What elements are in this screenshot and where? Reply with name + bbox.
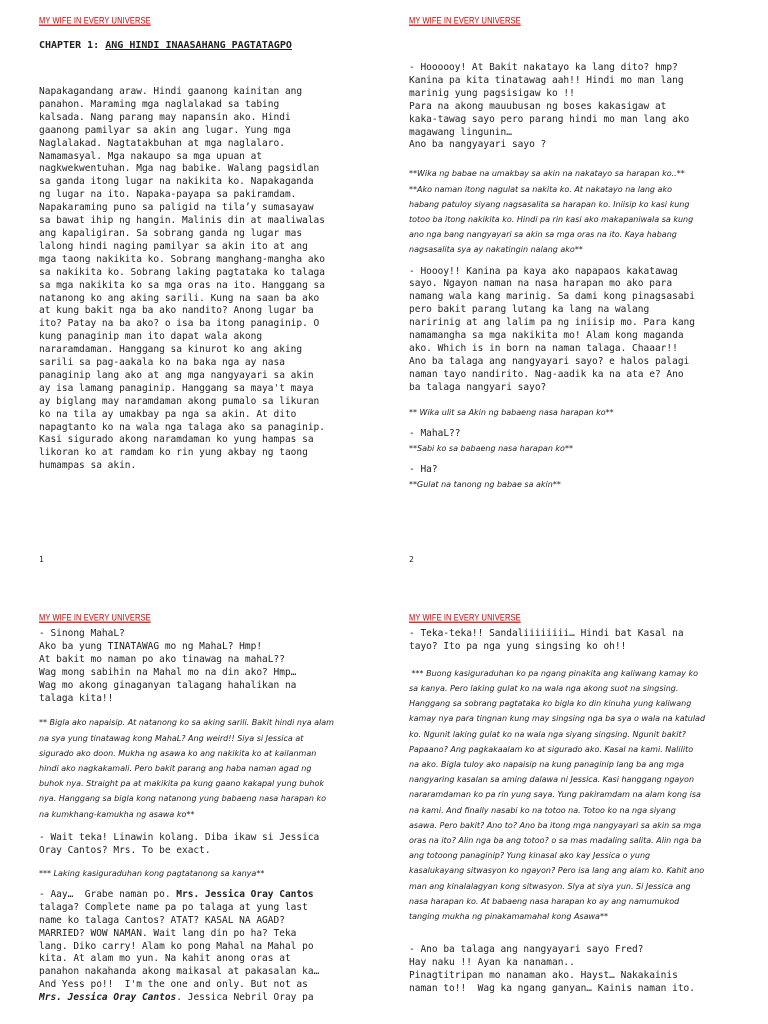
bold-italic-name: Mrs. Jessica Oray Cantos — [39, 992, 177, 1004]
narration-italic: ** Bigla ako napaisip. At natanong ko sa aking sarili. Bakit hindi nya alam na sya yung tinatawag kong MahaL? Ang weird!! Siya si Jessica at sigurado ako doon. Mukha ng asawa ko ang nakikita ko at kailanman hindi ako nagkakamali. Pero bakit parang ang haba naman agad ng buhok nya. Straight pa at makikita pa kung gaano kakapal yung buhok nya. Hanggang sa bigla kong natanong yung babaeng nasa harapan ko na kumkhang-kamukha ng asawa ko** — [39, 718, 334, 819]
dialogue-paragraph: - Wait teka! Linawin kolang. Diba ikaw si Jessica Oray Cantos? Mrs. To be exact. — [39, 831, 320, 856]
chapter-title: ANG HINDI INAASAHANG PAGTATAGPO — [105, 40, 292, 51]
page-body — [409, 62, 754, 492]
chapter-label: CHAPTER 1: — [39, 40, 106, 51]
dialogue-paragraph: - Ano ba talaga ang nangyayari sayo Fred? Hay naku !! Ayan ka nanaman.. Pinagtitripan mo nanaman ako. Hayst… Nakakainis naman to!! Wag ka ngang ganyan… Kainis naman ito. — [409, 944, 695, 994]
dialogue-text: - Aay… Grabe naman po. — [39, 888, 177, 900]
narration-italic: *** Buong kasiguraduhan ko pa ngang pinakita ang kaliwang kamay ko sa kanya. Pero laking gulat ko na wala nga akong suot na singsing. Hanggang sa sobrang pagtataka ko bigla ko din kinuha yung kaliwang kamay nya para tingnan kung may singsing nga ba sya o wala na katulad ko. Ngunit laking gulat ko na wala nga siyang singsing. Ngunit bakit? Papaano? Ang pagkakaalam ko at sigurado ako. Kasal na kami. Nalilito na ako. Bigla tuloy ako napaisip na kung panaginip lang ba ang mga nangyaring kasalan sa aming dalawa ni Jessica. Kasi hanggang ngayon nararamdaman ko pa rin yung saya. Yung pakiramdam na alam kong isa na kami. And finally nasabi ko na totoo na. Totoo ko na nga siyang asawa. Pero bakit? Ano to? Ano ba itong mga nangyayari sa akin sa mga oras na ito? Alin nga ba ang totoo? o sa mas madaling salita. Alin nga ba ang totoong panaginip? Yung kinasal ako kay Jessica o yung kasalukayang sitwasyon ko ngayon? Pero isa lang ang alam ko. Kahit ano man ang kinalalagyan kong sitwasyon. Slya at siya yun. Si Jessica ang nasa harapan ko. At babaeng nasa harapan ko ay ang namumukod tanging mukha ng pinakamamahal kong Asawa** — [409, 668, 706, 922]
narration-italic: **Sabi ko sa babaeng nasa harapan ko** — [409, 443, 573, 453]
page-4 — [409, 600, 754, 1024]
narration-italic: *** Laking kasiguraduhan kong pagtatanong sa kanya** — [39, 868, 265, 878]
narration-italic: ** Wika ulit sa Akin ng babaeng nasa harapan ko** — [409, 407, 614, 417]
dialogue-paragraph — [39, 889, 384, 1005]
page-number: 2 — [409, 555, 414, 564]
running-header: MY WIFE IN EVERY UNIVERSE — [39, 15, 151, 26]
dialogue-paragraph: - Hoooy!! Kanina pa kaya ako napapaos kakatawag sayo. Ngayon naman na nasa harapan mo ako para namang wala kang marinig. Sa dami kong pinagsasabi pero bakit parang lutang ka lang na walang naririnig at ang lalim pa ng iniisip mo. Para kang namamangha sa mga nakikita mo! Alam kong maganda ako. Which is in born na naman talaga. Chaaar!! Ano ba talaga ang nangyayari sayo? e halos palagi naman tayo nandirito. Nag-aadik ka na ata e? Ano ba talaga nangyari sayo? — [409, 265, 695, 393]
page-3 — [39, 600, 384, 1024]
dialogue-text: . Jessica Nebril Oray pa — [176, 992, 314, 1004]
running-header: MY WIFE IN EVERY UNIVERSE — [39, 612, 151, 623]
bold-name: Mrs. Jessica Oray Cantos — [176, 888, 314, 900]
dialogue-paragraph: - Teka-teka!! Sandaliiiiiiii… Hindi bat Kasal na tayo? Ito pa nga yung singsing ko oh!! — [409, 628, 684, 652]
narration-italic: **Wika ng babae na umakbay sa akin na nakatayo sa harapan ko..** **Ako naman itong nagulat sa nakita ko. At nakatayo na lang ako habang patuloy siyang nagsasalita sa harapan ko. Iniisip ko kasi kung totoo ba itong nakikita ko. Hindi pa rin kasi ako makapaniwala sa kung ano nga bang nangyayari sa akin sa mga oras na ito. Kaya habang nagsasalita sya ay nakatingin nalang ako** — [409, 169, 694, 255]
narration-italic: **Gulat na tanong ng babae sa akin** — [409, 479, 561, 489]
page-body — [39, 628, 384, 1005]
dialogue-line: - Ha? — [409, 463, 438, 475]
running-header: MY WIFE IN EVERY UNIVERSE — [409, 15, 521, 26]
narrative-paragraph: Napakagandang araw. Hindi gaanong kainitan ang panahon. Maraming mga naglalakad sa tabing kalsada. Nang parang may napansin ako. Hindi gaanong pamilyar sa akin ang lugar. Yung mga Naglalakad. Nagtatakbuhan at mga naglalaro. Namamasyal. Mga nakaupo sa mga upuan at nagkwekwentuhan. Mga nag babike. Walang pagsidlan sa ganda itong lugar na nakikita ko. Napakaganda ng lugar na ito. Napaka-payapa sa pakiramdam. Napakaraming puno sa paligid na tila’y sumasayaw sa bawat ihip ng hangin. Malinis din at maaliwalas ang kapaligiran. Sa sobrang ganda ng lugar mas lalong hindi naging pamilyar sa akin ito at ang mga taong nakikita ko. Sobrang manghang-mangha ako sa nakikita ko. Sobrang laking pagtataka ko talaga sa mga nakikita ko sa mga oras na ito. Hanggang sa natanong ko ang aking sarili. Kung na saan ba ako at kung bakit nga ba ako nandito? Anong lugar ba ito? Patay na ba ako? o isa ba itong panaginip. O kung panaginip man ito dapat wala akong nararamdaman. Hanggang sa kinurot ko ang aking sarili sa pag-aakala ko na baka nga ay nasa panaginip lang ako at ang mga nangyayari sa akin ay isa lamang panaginip. Hanggang sa maya't maya ay biglang may naramdaman akong pumalo sa likuran ko na tila ay umakbay pa nga sa akin. At dito napagtanto ko na wala nga talaga ako sa panaginip. Kasi sigurado akong naramdaman ko yung hampas sa likoran ko at ramdam ko rin yung akbay ng taong humampas sa akin. — [39, 86, 325, 472]
page-body — [39, 86, 384, 473]
dialogue-paragraph: - Sinong MahaL? Ako ba yung TINATAWAG mo ng MahaL? Hmp! At bakit mo naman po ako tinawag na mahaL?? Wag mong sabihin na Mahal mo na din ako? Hmp… Wag mo akong ginaganyan talagang hahalikan na talaga kita!! — [39, 628, 297, 704]
dialogue-paragraph: - Hoooooy! At Bakit nakatayo ka lang dito? hmp? Kanina pa kita tinatawag aah!! Hindi mo man lang marinig yung pagsisigaw ko !! Para na akong mauubusan ng boses kakasigaw at kaka-tawag sayo pero parang hindi mo man lang ako magawang lingunin… Ano ba nangyayari sayo ? — [409, 62, 690, 151]
page-number: 1 — [39, 555, 44, 564]
page-1 — [39, 0, 384, 580]
running-header: MY WIFE IN EVERY UNIVERSE — [409, 612, 521, 623]
dialogue-line: - MahaL?? — [409, 427, 461, 439]
page-2 — [409, 0, 754, 580]
page-body — [409, 628, 754, 996]
dialogue-text: talaga? Complete name pa po talaga at yung last name ko talaga Cantos? ATAT? KASAL NA AGAD? MARRIED? WOW NAMAN. Wait lang din po ha? Teka lang. Diko carry! Alam ko pong Mahal na Mahal po kita. At alam mo yun. Na kahit anong oras at panahon nakahanda akong maikasal at pakasalan ka… And Yess po!! I'm the one and only. But not as — [39, 901, 320, 991]
chapter-heading — [39, 40, 292, 51]
